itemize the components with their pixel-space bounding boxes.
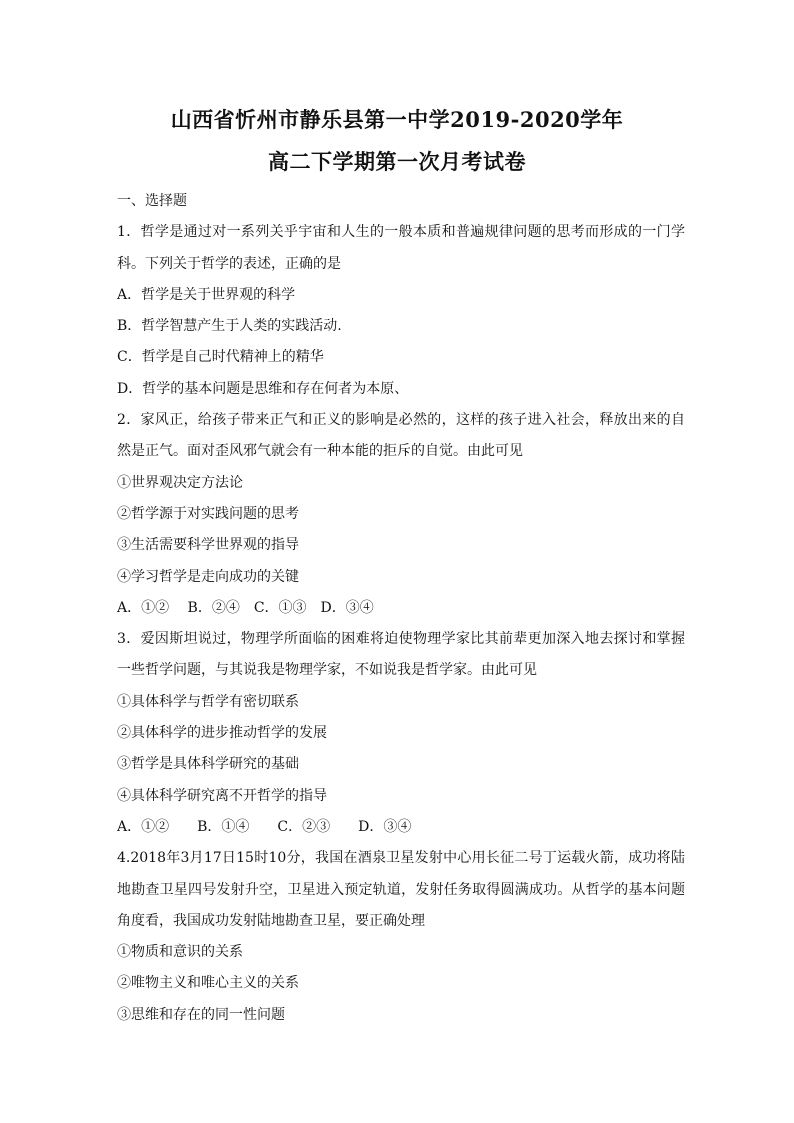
question-4-stem: 4.2018年3月17日15时10分，我国在酒泉卫星发射中心用长征二号丁运载火箭，成功将陆地勘查卫星四号发射升空，卫星进入预定轨道，发射任务取得圆满成功。从哲学的基本问题角度看，我国成功发射陆地勘查卫星，要正确处理 bbox=[117, 850, 685, 929]
question-3-stem: 3．爱因斯坦说过，物理学所面临的困难将迫使物理学家比其前辈更加深入地去探讨和掌握一些哲学问题，与其说我是物理学家，不如说我是哲学家。由此可见 bbox=[117, 631, 685, 679]
question-4-item-3: ③思维和存在的同一性问题 bbox=[117, 1006, 285, 1023]
question-2-item-1: ①世界观决定方法论 bbox=[117, 474, 243, 491]
question-2-item-3: ③生活需要科学世界观的指导 bbox=[117, 537, 299, 554]
question-2-item-2: ②哲学源于对实践问题的思考 bbox=[117, 505, 299, 522]
question-3-answers: A．①② B．①④ C．②③ D．③④ bbox=[117, 818, 412, 835]
question-3-item-4: ④具体科学研究离不开哲学的指导 bbox=[117, 787, 327, 804]
exam-content bbox=[117, 186, 685, 1031]
question-1-option-a: A．哲学是关于世界观的科学 bbox=[117, 286, 296, 303]
question-1-option-b: B．哲学智慧产生于人类的实践活动. bbox=[117, 318, 342, 335]
question-4-item-2: ②唯物主义和唯心主义的关系 bbox=[117, 975, 299, 992]
question-3-item-1: ①具体科学与哲学有密切联系 bbox=[117, 693, 299, 710]
question-2-answers: A．①② B．②④ C．①③ D．③④ bbox=[117, 599, 374, 616]
section-heading: 一、选择题 bbox=[117, 193, 187, 209]
question-3-item-3: ③哲学是具体科学研究的基础 bbox=[117, 756, 299, 773]
exam-title-line-1: 山西省忻州市静乐县第一中学2019-2020学年 bbox=[170, 107, 624, 132]
question-4-item-1: ①物质和意识的关系 bbox=[117, 944, 243, 961]
question-1-option-c: C．哲学是自己时代精神上的精华 bbox=[117, 349, 324, 366]
question-2-item-4: ④学习哲学是走向成功的关键 bbox=[117, 568, 299, 585]
question-1-stem: 1．哲学是通过对一系列关乎宇宙和人生的一般本质和普遍规律问题的思考而形成的一门学科。下列关于哲学的表述，正确的是 bbox=[117, 224, 685, 272]
question-2-stem: 2．家风正，给孩子带来正气和正义的影响是必然的，这样的孩子进入社会，释放出来的自然是正气。面对歪风邪气就会有一种本能的拒斥的自觉。由此可见 bbox=[117, 412, 685, 460]
exam-title-line-2: 高二下学期第一次月考试卷 bbox=[268, 149, 526, 174]
question-3-item-2: ②具体科学的进步推动哲学的发展 bbox=[117, 725, 327, 742]
question-1-option-d: D．哲学的基本问题是思维和存在何者为本原、 bbox=[117, 380, 409, 397]
